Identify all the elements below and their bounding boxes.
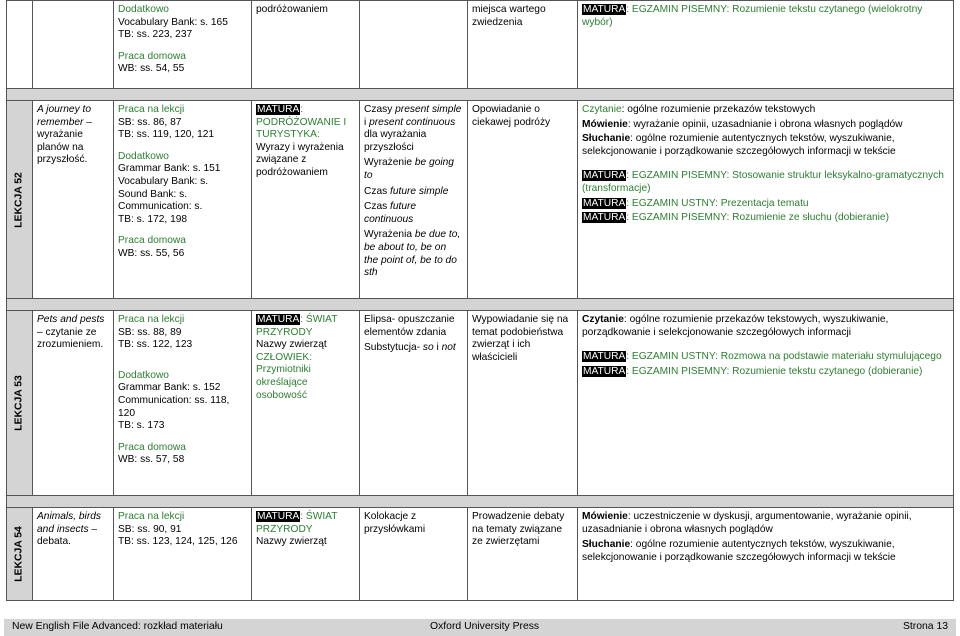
topic-title: A journey to remember –	[37, 104, 92, 128]
homework-line: WB: ss. 57, 58	[118, 454, 185, 466]
vocab-text: Nazwy zwierząt	[256, 339, 327, 351]
lesson-label: LEKCJA 53	[13, 375, 25, 431]
materials-cell	[114, 1, 252, 89]
skill-text: : EGZAMIN PISEMNY: Rozumienie tekstu czytanego (wielokrotny wybór)	[582, 4, 923, 28]
matura-line: MATURA: EGZAMIN USTNY: Prezentacja tematu	[583, 197, 809, 209]
skill-line: Czytanie: ogólne rozumienie przekazów tekstowych, wyszukiwanie, porządkowanie i selekcjonowanie szczegółowych informacji	[582, 314, 889, 338]
grammar-cell	[360, 1, 468, 89]
speaking-line: miejsca wartego	[472, 4, 546, 15]
extra-line: Vocabulary Bank: s.	[118, 175, 209, 187]
skills-cell	[578, 508, 954, 601]
lesson-line: TB: ss. 123, 124, 125, 126	[118, 536, 238, 548]
lesson-line: SB: ss. 90, 91	[118, 523, 182, 535]
skill-line: Czytanie: ogólne rozumienie przekazów tekstowych	[582, 104, 816, 115]
materials-cell	[114, 311, 252, 496]
extra-line: Grammar Bank: s. 151	[118, 163, 221, 175]
vocab-text: podróżowaniem	[256, 4, 328, 15]
vocabulary-cell	[252, 1, 360, 89]
vocab-heading: MATURA: ŚWIAT PRZYRODY	[256, 314, 338, 338]
lesson-line: TB: ss. 119, 120, 121	[118, 129, 215, 141]
lesson-label-cell	[7, 101, 33, 299]
skills-cell	[578, 1, 954, 89]
homework-title: Praca domowa	[118, 441, 186, 453]
matura-line: MATURA: EGZAMIN PISEMNY: Stosowanie struktur leksykalno-gramatycznych (transformacje)	[582, 170, 944, 194]
grammar-item: Wyrażenia be due to, be about to, be on the point of, be to do sth	[364, 229, 461, 279]
lesson-label: LEKCJA 54	[13, 526, 25, 582]
extra-line: Communication: ss. 118, 120	[118, 394, 230, 419]
topic-subtitle: debata.	[37, 536, 71, 548]
skill-line: Słuchanie: ogólne rozumienie autentycznych tekstów, wyszukiwanie, selekcjonowanie i porządkowanie szczegółowych informacji w tekście	[582, 539, 896, 563]
grammar-item: Czas future simple	[364, 185, 449, 197]
lesson-title: Praca na lekcji	[118, 104, 185, 115]
lesson-title: Praca na lekcji	[118, 314, 185, 325]
grammar-cell	[360, 508, 468, 601]
lesson-row-53	[7, 311, 954, 496]
grammar-cell	[360, 311, 468, 496]
extra-line: Grammar Bank: s. 152	[118, 382, 221, 394]
speaking-cell	[468, 508, 578, 601]
speaking-line: ciekawej podróży	[472, 116, 551, 128]
skills-cell	[578, 101, 954, 299]
matura-line: MATURA: EGZAMIN PISEMNY: Rozumienie ze słuchu (dobieranie)	[583, 212, 889, 224]
homework-line: WB: ss. 55, 56	[118, 247, 185, 259]
speaking-cell	[468, 101, 578, 299]
lesson-plan-table	[6, 0, 954, 601]
lesson-line: SB: ss. 88, 89	[118, 326, 182, 338]
topic-title: Pets and pests	[37, 314, 105, 325]
grammar-item: Czas future continuous	[364, 201, 417, 225]
skill-line: Słuchanie: ogólne rozumienie autentycznych tekstów, wyszukiwanie, selekcjonowanie i porządkowanie szczegółowych informacji w tekście	[582, 133, 896, 157]
vocab-heading: MATURA: ŚWIAT PRZYRODY	[256, 511, 338, 535]
skill-line: Mówienie: wyrażanie opinii, uzasadnianie i obrona własnych poglądów	[582, 118, 903, 130]
extra-line: Communication: s.	[118, 201, 203, 213]
lesson-row-51	[7, 1, 954, 89]
lesson-label: LEKCJA 52	[13, 171, 25, 228]
lesson-row-54	[7, 508, 954, 601]
materials-cell	[114, 508, 252, 601]
grammar-item: Czasy present simple i present continuous dla wyrażania przyszłości	[364, 104, 462, 153]
extra-line: TB: s. 172, 198	[118, 213, 188, 225]
matura-line: MATURA: EGZAMIN USTNY: Rozmowa na podstawie materiału stymulującego	[583, 351, 942, 363]
lesson-line: TB: ss. 122, 123	[118, 339, 193, 351]
topic-cell	[33, 311, 114, 496]
topic-cell	[33, 508, 114, 601]
grammar-item: Kolokacje z przysłówkami	[364, 511, 426, 535]
extra-line: TB: s. 173	[118, 420, 165, 432]
grammar-item: Elipsa- opuszczanie elementów zdania	[364, 314, 455, 338]
homework-line: WB: ss. 54, 55	[118, 63, 185, 75]
lesson-label-cell	[7, 311, 33, 496]
extra-title: Dodatkowo	[118, 150, 169, 162]
vocab-topic: PODRÓŻOWANIE I TURYSTYKA:	[256, 116, 347, 141]
grammar-cell	[360, 101, 468, 299]
topic-subtitle: wyrażanie planów na przyszłość.	[37, 129, 88, 166]
materials-cell	[114, 101, 252, 299]
speaking-line: zwiedzenia	[472, 16, 523, 28]
speaking-line: Wypowiadanie się na temat podobieństwa zwierząt i ich właścicieli	[472, 314, 569, 363]
speaking-line: Prowadzenie debaty na tematy związane ze zwierzętami	[472, 511, 565, 548]
matura-badge: MATURA	[583, 4, 626, 15]
footer-book-title: New English File Advanced: rozkład materiału	[12, 621, 223, 632]
page-footer	[4, 619, 956, 636]
vocab-text: Nazwy zwierząt	[256, 536, 327, 548]
topic-title: Animals, birds and insects –	[37, 511, 101, 535]
extra-line: TB: ss. 223, 237	[118, 29, 193, 41]
topic-subtitle: – czytanie ze zrozumieniem.	[37, 326, 104, 351]
matura-line: MATURA: EGZAMIN PISEMNY: Rozumienie tekstu czytanego (dobieranie)	[583, 365, 923, 377]
grammar-item: Substytucja- so i not	[364, 342, 456, 354]
speaking-cell	[468, 1, 578, 89]
speaking-line: Opowiadanie o	[472, 104, 540, 115]
grammar-item: Wyrażenie be going to	[364, 157, 454, 181]
speaking-cell	[468, 311, 578, 496]
homework-title: Praca domowa	[118, 50, 186, 62]
extra-title: Dodatkowo	[118, 4, 169, 15]
vocabulary-cell	[252, 508, 360, 601]
vocab-text: CZŁOWIEK: Przymiotniki określające osobowość	[256, 351, 313, 401]
topic-cell	[33, 101, 114, 299]
lesson-title: Praca na lekcji	[118, 511, 185, 522]
lesson-line: SB: ss. 86, 87	[118, 116, 182, 128]
lesson-label-cell	[7, 1, 33, 89]
vocabulary-cell	[252, 311, 360, 496]
extra-line: Sound Bank: s.	[118, 188, 188, 200]
vocabulary-cell	[252, 101, 360, 299]
extra-title: Dodatkowo	[118, 369, 169, 381]
homework-title: Praca domowa	[118, 235, 186, 247]
footer-publisher: Oxford University Press	[430, 621, 540, 632]
extra-line: Vocabulary Bank: s. 165	[118, 16, 228, 28]
skill-line: Mówienie: uczestniczenie w dyskusji, argumentowanie, wyrażanie opinii, uzasadnianie i obrona własnych poglądów	[582, 511, 912, 535]
topic-cell	[33, 1, 114, 89]
footer-page-number: Strona 13	[902, 621, 948, 632]
skills-cell	[578, 311, 954, 496]
lesson-row-52	[7, 101, 954, 299]
lesson-label-cell	[7, 508, 33, 601]
vocab-text: Wyrazy i wyrażenia związane z podróżowaniem	[256, 141, 344, 178]
matura-badge: MATURA	[257, 104, 300, 115]
vocab-heading: :	[300, 104, 304, 115]
